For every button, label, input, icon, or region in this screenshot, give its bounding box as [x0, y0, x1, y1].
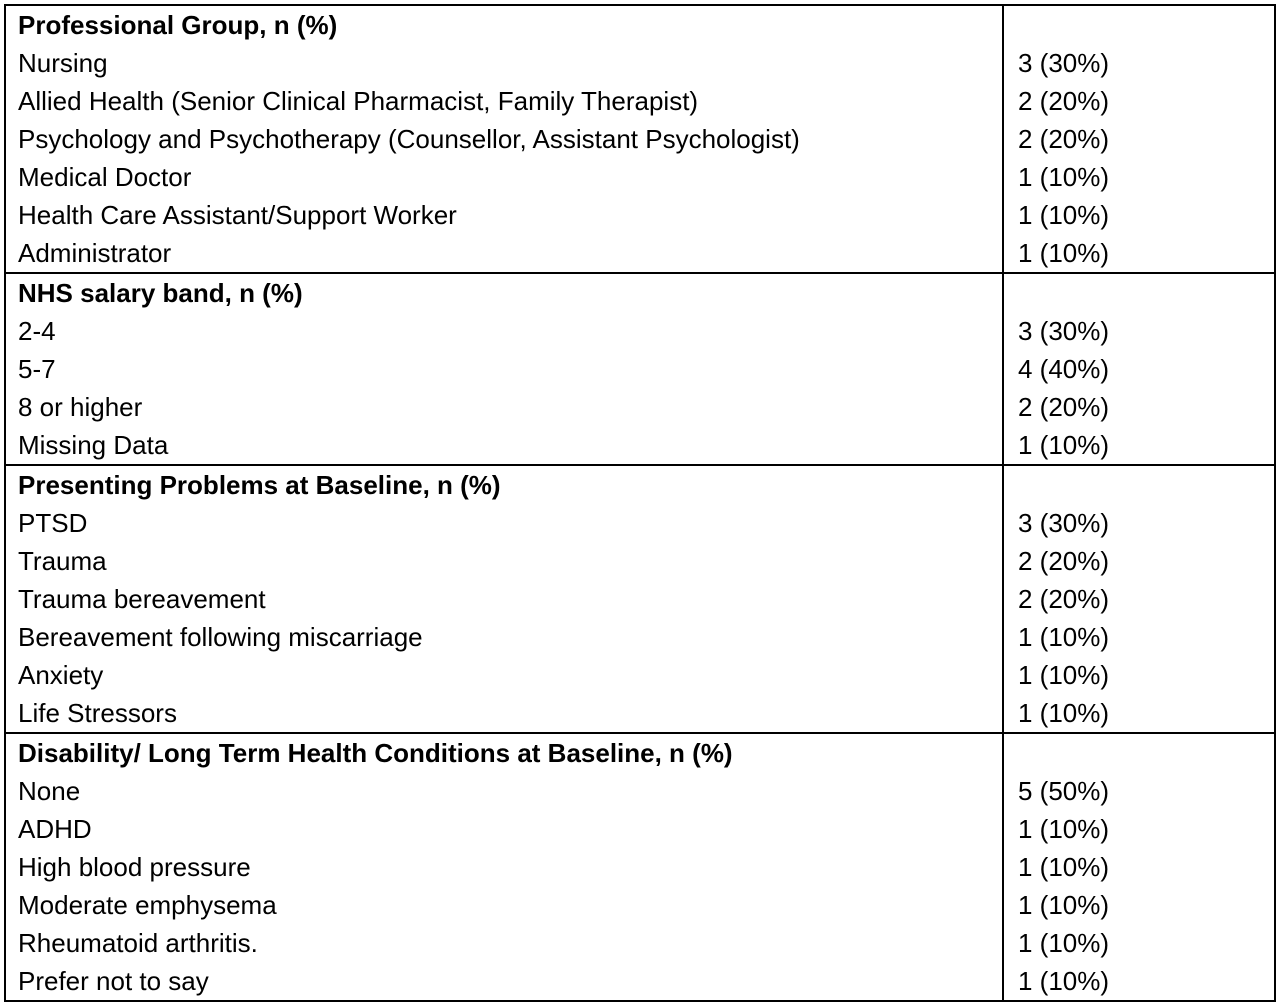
characteristics-table	[4, 4, 1276, 1002]
row-label: None	[18, 775, 81, 806]
table-row	[6, 924, 1274, 962]
section-salary-band	[6, 272, 1274, 464]
table-row	[6, 580, 1274, 618]
row-value: 1 (10%)	[1018, 161, 1110, 192]
section-disability	[6, 732, 1274, 1000]
row-value: 1 (10%)	[1018, 429, 1110, 460]
table-row	[6, 504, 1274, 542]
table-row	[6, 886, 1274, 924]
section-header-row	[6, 466, 1274, 504]
column-divider	[1002, 274, 1004, 464]
row-label: Anxiety	[18, 659, 104, 690]
row-value: 2 (20%)	[1018, 391, 1110, 422]
row-value: 2 (20%)	[1018, 583, 1110, 614]
row-value: 5 (50%)	[1018, 775, 1110, 806]
section-header: NHS salary band, n (%)	[18, 277, 303, 308]
table-row	[6, 694, 1274, 732]
table-row	[6, 962, 1274, 1000]
row-label: Medical Doctor	[18, 161, 192, 192]
table-row	[6, 120, 1274, 158]
row-label: Psychology and Psychotherapy (Counsellor, Assistant Psychologist)	[18, 123, 800, 154]
row-value: 1 (10%)	[1018, 851, 1110, 882]
row-label: Nursing	[18, 47, 108, 78]
row-value: 1 (10%)	[1018, 889, 1110, 920]
table-row	[6, 196, 1274, 234]
row-label: High blood pressure	[18, 851, 251, 882]
column-divider	[1002, 6, 1004, 272]
row-value: 1 (10%)	[1018, 659, 1110, 690]
section-professional-group	[6, 6, 1274, 272]
table-row	[6, 234, 1274, 272]
table-row	[6, 848, 1274, 886]
row-value: 2 (20%)	[1018, 545, 1110, 576]
row-value: 1 (10%)	[1018, 927, 1110, 958]
table-row	[6, 312, 1274, 350]
row-value: 3 (30%)	[1018, 507, 1110, 538]
section-header-row	[6, 734, 1274, 772]
table-row	[6, 44, 1274, 82]
row-value: 4 (40%)	[1018, 353, 1110, 384]
section-header: Professional Group, n (%)	[18, 9, 338, 40]
row-value: 3 (30%)	[1018, 47, 1110, 78]
table-row	[6, 772, 1274, 810]
row-value: 2 (20%)	[1018, 123, 1110, 154]
column-divider	[1002, 466, 1004, 732]
row-label: ADHD	[18, 813, 92, 844]
column-divider	[1002, 734, 1004, 1000]
table-row	[6, 350, 1274, 388]
row-label: Missing Data	[18, 429, 169, 460]
row-value: 1 (10%)	[1018, 697, 1110, 728]
table-row	[6, 618, 1274, 656]
row-value: 2 (20%)	[1018, 85, 1110, 116]
row-label: Allied Health (Senior Clinical Pharmacist, Family Therapist)	[18, 85, 699, 116]
section-header: Presenting Problems at Baseline, n (%)	[18, 469, 501, 500]
row-value: 1 (10%)	[1018, 199, 1110, 230]
row-label: Administrator	[18, 237, 172, 268]
section-header: Disability/ Long Term Health Conditions at Baseline, n (%)	[18, 737, 733, 768]
table-row	[6, 542, 1274, 580]
row-label: Trauma	[18, 545, 107, 576]
section-header-row	[6, 6, 1274, 44]
row-label: Life Stressors	[18, 697, 177, 728]
row-label: Rheumatoid arthritis.	[18, 927, 258, 958]
row-value: 1 (10%)	[1018, 965, 1110, 996]
table-row	[6, 810, 1274, 848]
row-label: Health Care Assistant/Support Worker	[18, 199, 457, 230]
section-presenting-problems	[6, 464, 1274, 732]
table-row	[6, 426, 1274, 464]
row-label: 5-7	[18, 353, 56, 384]
table-row	[6, 82, 1274, 120]
row-label: Prefer not to say	[18, 965, 209, 996]
section-header-row	[6, 274, 1274, 312]
row-value: 1 (10%)	[1018, 237, 1110, 268]
row-label: Trauma bereavement	[18, 583, 266, 614]
row-value: 1 (10%)	[1018, 621, 1110, 652]
table-row	[6, 158, 1274, 196]
row-label: PTSD	[18, 507, 88, 538]
table-row	[6, 388, 1274, 426]
row-label: 2-4	[18, 315, 56, 346]
row-label: Moderate emphysema	[18, 889, 277, 920]
row-value: 1 (10%)	[1018, 813, 1110, 844]
table-row	[6, 656, 1274, 694]
row-label: Bereavement following miscarriage	[18, 621, 423, 652]
row-label: 8 or higher	[18, 391, 143, 422]
row-value: 3 (30%)	[1018, 315, 1110, 346]
